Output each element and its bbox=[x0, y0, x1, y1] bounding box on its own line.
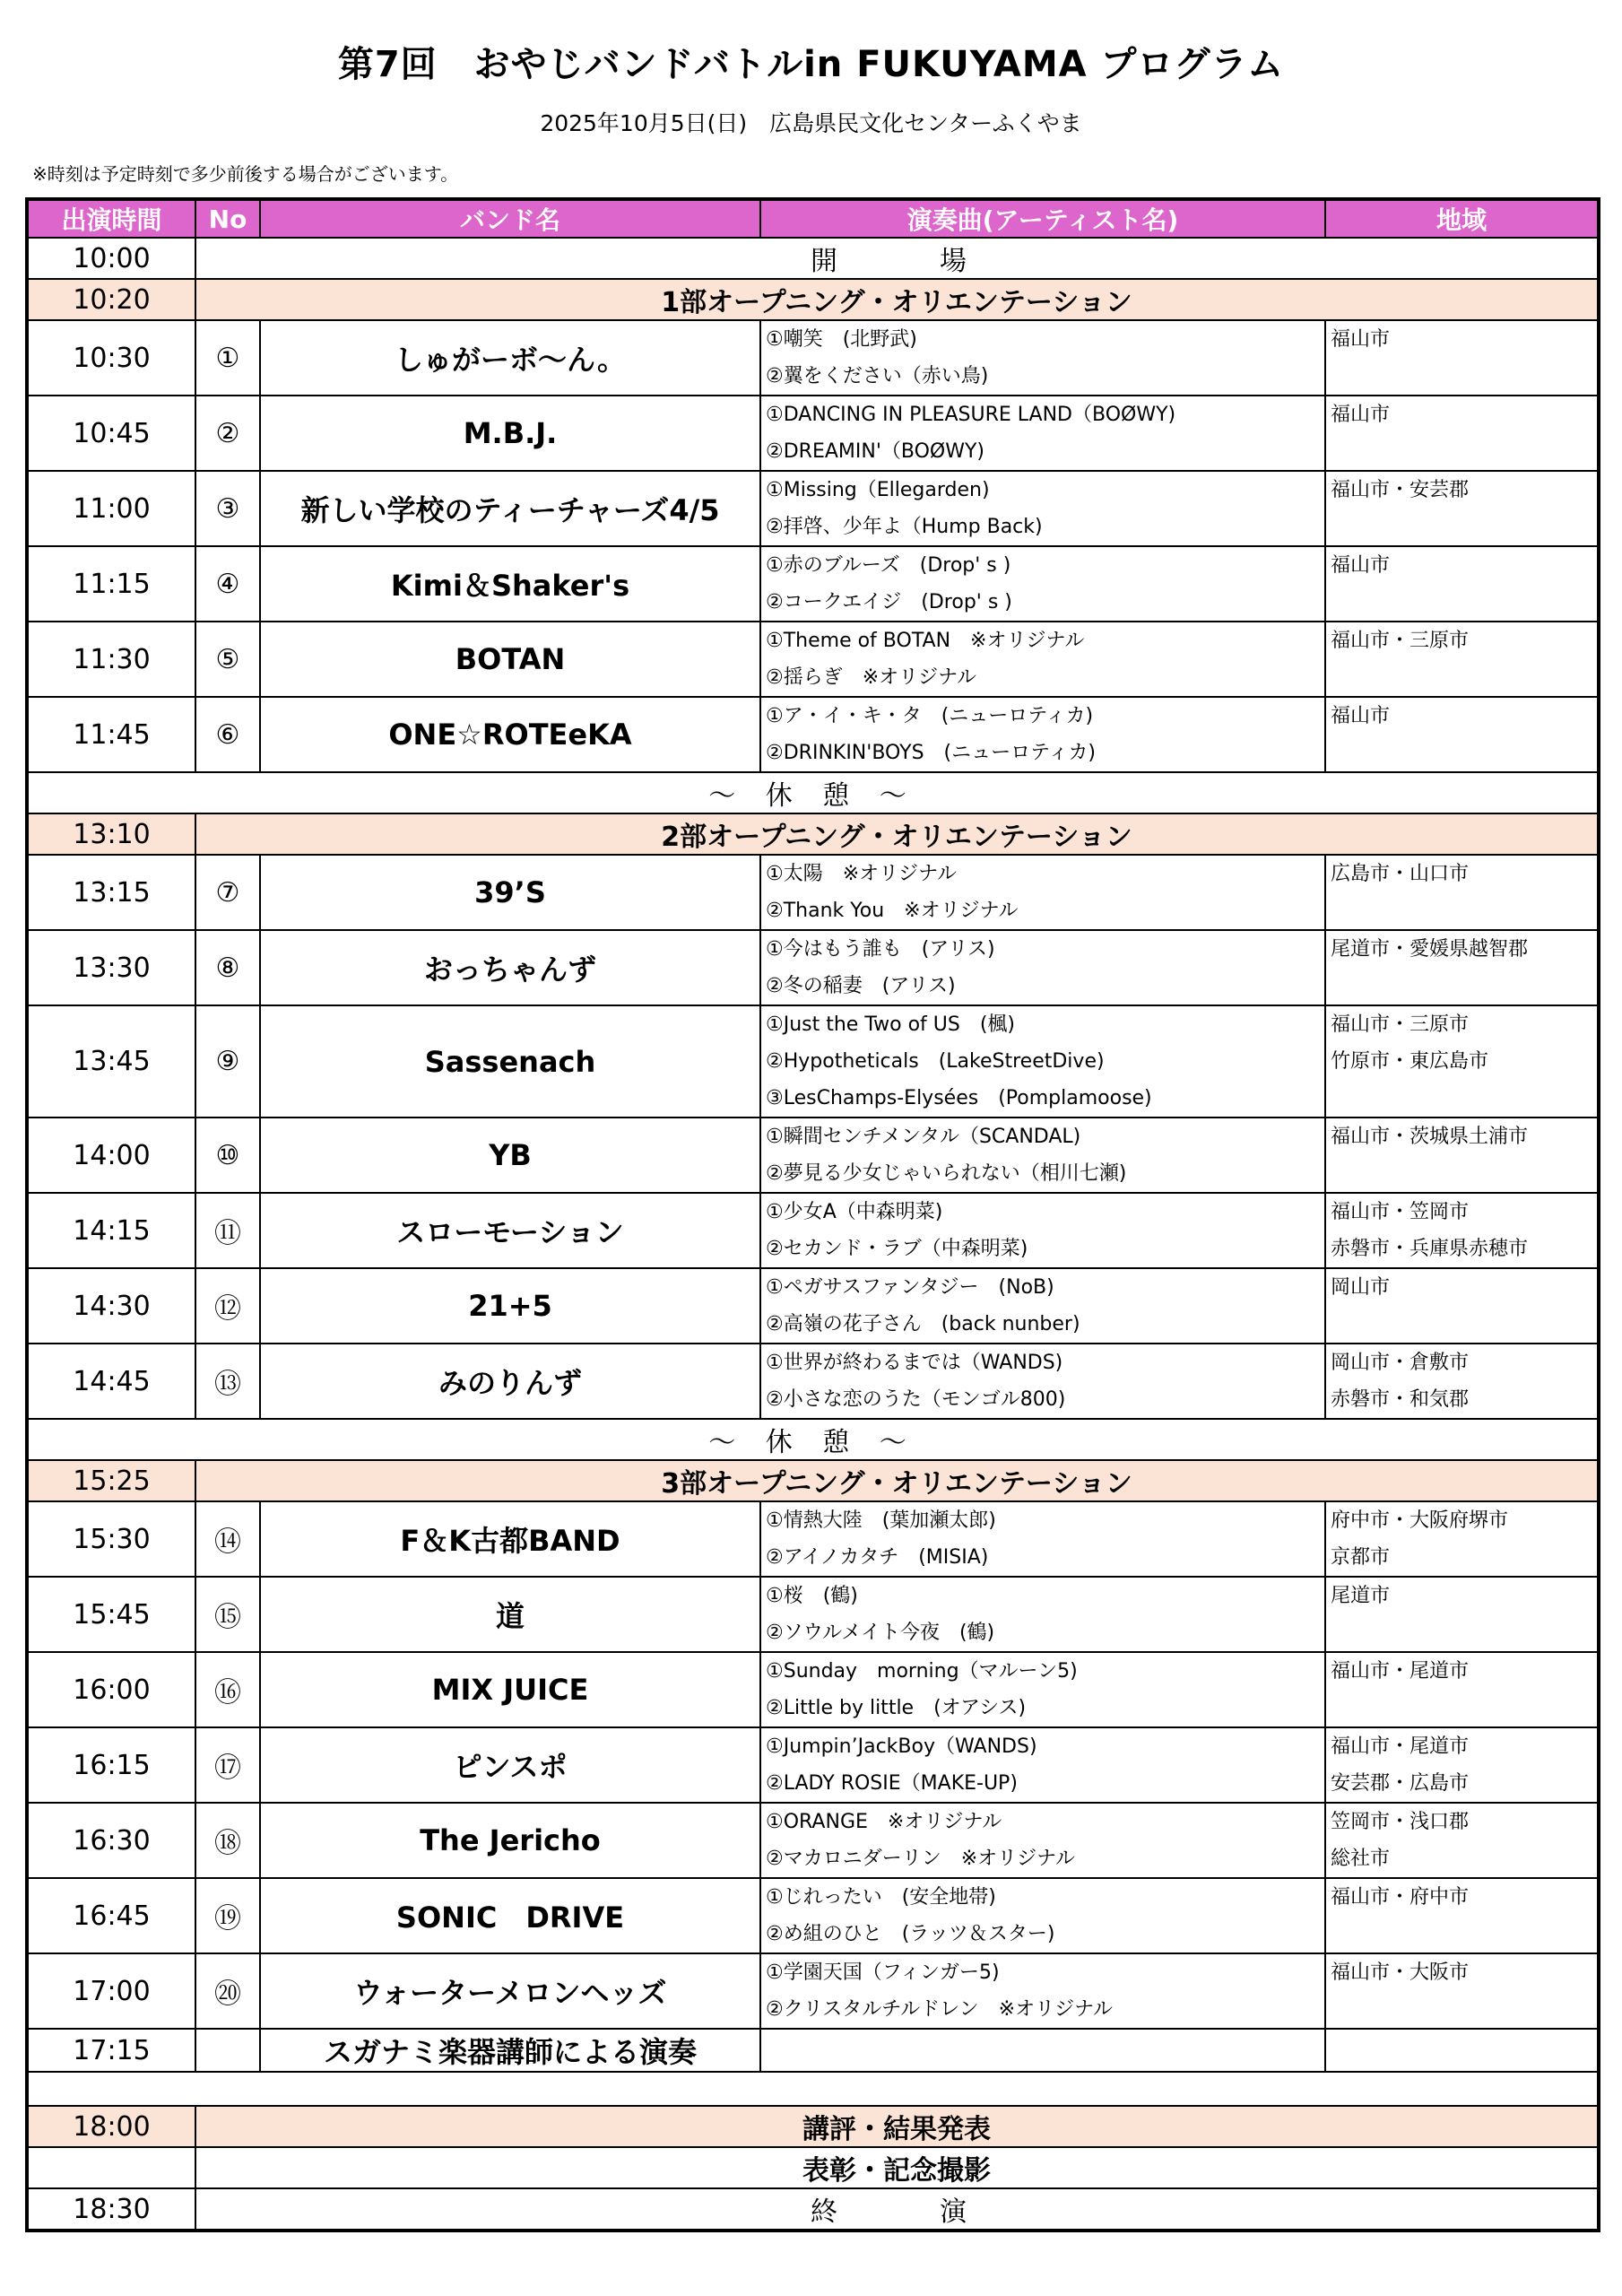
area-list-line: 赤磐市・和気郡 bbox=[1331, 1388, 1470, 1411]
band-name: The Jericho bbox=[260, 1803, 760, 1878]
area-list bbox=[1325, 855, 1599, 930]
start-time: 16:45 bbox=[27, 1878, 195, 1953]
song-list-line: ①少女A（中森明菜) bbox=[766, 1201, 943, 1223]
start-time: 10:00 bbox=[27, 238, 195, 279]
area-list-line: 岡山市 bbox=[1331, 1276, 1391, 1299]
area-list bbox=[1325, 320, 1599, 396]
song-list-line: ②LADY ROSIE（MAKE-UP) bbox=[766, 1772, 1018, 1795]
performance-row bbox=[27, 1878, 1599, 1953]
song-list-line: ②夢見る少女じゃいられない（相川七瀬) bbox=[766, 1162, 1127, 1185]
performance-row bbox=[27, 1501, 1599, 1577]
area-list-line: 笠岡市・浅口郡 bbox=[1331, 1811, 1470, 1833]
performance-row bbox=[27, 396, 1599, 471]
break-label: 〜 休 憩 〜 bbox=[27, 772, 1599, 813]
performance-row bbox=[27, 1005, 1599, 1118]
performance-row bbox=[27, 471, 1599, 546]
start-time bbox=[27, 2147, 195, 2188]
song-list bbox=[760, 471, 1325, 546]
song-list-line: ①ORANGE ※オリジナル bbox=[766, 1811, 1002, 1833]
band-name: F＆K古都BAND bbox=[260, 1501, 760, 1577]
area-list bbox=[1325, 930, 1599, 1005]
area-list bbox=[1325, 546, 1599, 622]
song-list bbox=[760, 546, 1325, 622]
spacer-row bbox=[27, 2072, 1599, 2106]
band-number: ④ bbox=[195, 546, 260, 622]
band-name: YB bbox=[260, 1118, 760, 1193]
band-name: みのりんず bbox=[260, 1344, 760, 1419]
area-list-line: 福山市・三原市 bbox=[1331, 630, 1470, 652]
performance-row bbox=[27, 1118, 1599, 1193]
program-table bbox=[25, 197, 1600, 2232]
start-time: 11:30 bbox=[27, 622, 195, 697]
area-list-line: 福山市・尾道市 bbox=[1331, 1735, 1470, 1758]
song-list bbox=[760, 1803, 1325, 1878]
header-band: バンド名 bbox=[260, 199, 760, 238]
song-list bbox=[760, 1193, 1325, 1268]
song-list bbox=[760, 320, 1325, 396]
performance-row bbox=[27, 1268, 1599, 1344]
area-list-line: 竹原市・東広島市 bbox=[1331, 1050, 1489, 1073]
band-name: ピンスポ bbox=[260, 1727, 760, 1803]
area-list-line: 岡山市・倉敷市 bbox=[1331, 1352, 1470, 1374]
performance-row bbox=[27, 855, 1599, 930]
event-row bbox=[27, 2188, 1599, 2231]
song-list-line: ②DREAMIN'（BOØWY) bbox=[766, 440, 984, 463]
song-list-line: ①ア・イ・キ・タ (ニューロティカ) bbox=[766, 705, 1094, 727]
song-list-line: ②ソウルメイト今夜 (鶴) bbox=[766, 1622, 995, 1644]
band-number: ⑦ bbox=[195, 855, 260, 930]
start-time: 10:30 bbox=[27, 320, 195, 396]
song-list bbox=[760, 1118, 1325, 1193]
start-time: 14:00 bbox=[27, 1118, 195, 1193]
band-number: ⑰ bbox=[195, 1727, 260, 1803]
band-number: ③ bbox=[195, 471, 260, 546]
section-row bbox=[27, 279, 1599, 320]
band-number: ⑯ bbox=[195, 1652, 260, 1727]
band-name: 21+5 bbox=[260, 1268, 760, 1344]
event-label: 終 演 bbox=[195, 2188, 1599, 2231]
song-list-line: ①今はもう誰も (アリス) bbox=[766, 938, 995, 961]
section-title: 2部オープニング・オリエンテーション bbox=[195, 813, 1599, 855]
song-list bbox=[760, 1878, 1325, 1953]
song-list-line: ①Missing（Ellegarden) bbox=[766, 479, 990, 501]
band-number: ⑥ bbox=[195, 697, 260, 772]
special-performance-row bbox=[27, 2029, 1599, 2072]
song-list bbox=[760, 622, 1325, 697]
song-list bbox=[760, 930, 1325, 1005]
song-list-line: ②翼をください（赤い鳥) bbox=[766, 365, 989, 387]
song-list-line: ①Just the Two of US (楓) bbox=[766, 1013, 1016, 1036]
band-name: 新しい学校のティーチャーズ4/5 bbox=[260, 471, 760, 546]
band-name: ONE☆ROTEeKA bbox=[260, 697, 760, 772]
area-list bbox=[1325, 622, 1599, 697]
song-list-line: ①赤のブルーズ (Drop' s ) bbox=[766, 554, 1011, 577]
area-list bbox=[1325, 1005, 1599, 1118]
area-list bbox=[1325, 1577, 1599, 1652]
section-title: 講評・結果発表 bbox=[195, 2106, 1599, 2147]
band-name: BOTAN bbox=[260, 622, 760, 697]
area-list bbox=[1325, 1501, 1599, 1577]
band-number: ⑳ bbox=[195, 1953, 260, 2029]
area-list-line: 福山市・大阪市 bbox=[1331, 1961, 1470, 1984]
page-title: 第7回 おやじバンドバトルin FUKUYAMA プログラム bbox=[337, 44, 1285, 85]
song-list bbox=[760, 1953, 1325, 2029]
area-list bbox=[1325, 697, 1599, 772]
song-list-line: ②Hypotheticals (LakeStreetDive) bbox=[766, 1050, 1105, 1073]
start-time: 11:45 bbox=[27, 697, 195, 772]
area-list-line: 赤磐市・兵庫県赤穂市 bbox=[1331, 1238, 1529, 1260]
band-name: SONIC DRIVE bbox=[260, 1878, 760, 1953]
break-row bbox=[27, 1419, 1599, 1460]
performance-row bbox=[27, 546, 1599, 622]
area-list-line: 福山市・茨城県土浦市 bbox=[1331, 1126, 1529, 1148]
song-list-line: ①情熱大陸 (葉加瀬太郎) bbox=[766, 1509, 996, 1532]
start-time: 15:25 bbox=[27, 1460, 195, 1501]
band-number: ⑩ bbox=[195, 1118, 260, 1193]
area-list bbox=[1325, 1193, 1599, 1268]
band-name: M.B.J. bbox=[260, 396, 760, 471]
song-list-line: ②め組のひと (ラッツ＆スター) bbox=[766, 1923, 1055, 1945]
performance-row bbox=[27, 697, 1599, 772]
area-list-line: 福山市・府中市 bbox=[1331, 1886, 1470, 1909]
section-row bbox=[27, 1460, 1599, 1501]
table-header-row bbox=[27, 199, 1599, 238]
performance-row bbox=[27, 320, 1599, 396]
song-list bbox=[760, 1652, 1325, 1727]
start-time: 11:15 bbox=[27, 546, 195, 622]
area-list bbox=[1325, 1344, 1599, 1419]
band-name: 道 bbox=[260, 1577, 760, 1652]
start-time: 13:45 bbox=[27, 1005, 195, 1118]
band-number: ⑮ bbox=[195, 1577, 260, 1652]
performance-row bbox=[27, 1193, 1599, 1268]
header-time: 出演時間 bbox=[27, 199, 195, 238]
area-list-line: 安芸郡・広島市 bbox=[1331, 1772, 1470, 1795]
performance-row bbox=[27, 1344, 1599, 1419]
area-list-line: 広島市・山口市 bbox=[1331, 863, 1470, 885]
program-body bbox=[27, 238, 1599, 2231]
song-list-line: ②高嶺の花子さん (back nunber) bbox=[766, 1313, 1080, 1335]
area-list bbox=[1325, 396, 1599, 471]
band-name: スガナミ楽器講師による演奏 bbox=[260, 2029, 760, 2072]
area-list-line: 府中市・大阪府堺市 bbox=[1331, 1509, 1509, 1532]
song-list bbox=[760, 697, 1325, 772]
header-no: No bbox=[195, 199, 260, 238]
band-number: ① bbox=[195, 320, 260, 396]
song-list-line: ②DRINKIN'BOYS (ニューロティカ) bbox=[766, 742, 1096, 764]
band-number: ⑤ bbox=[195, 622, 260, 697]
start-time: 11:00 bbox=[27, 471, 195, 546]
header-songs: 演奏曲(アーティスト名) bbox=[760, 199, 1325, 238]
start-time: 16:00 bbox=[27, 1652, 195, 1727]
song-list bbox=[760, 1268, 1325, 1344]
area-list bbox=[1325, 471, 1599, 546]
start-time: 15:45 bbox=[27, 1577, 195, 1652]
break-label: 〜 休 憩 〜 bbox=[27, 1419, 1599, 1460]
song-list-line: ②拝啓、少年よ（Hump Back) bbox=[766, 516, 1043, 538]
song-list-line: ①ペガサスファンタジー (NoB) bbox=[766, 1276, 1054, 1299]
song-list-line: ②セカンド・ラブ（中森明菜) bbox=[766, 1238, 1028, 1260]
area-list-line: 福山市 bbox=[1331, 328, 1391, 351]
start-time: 17:15 bbox=[27, 2029, 195, 2072]
song-list bbox=[760, 1727, 1325, 1803]
start-time: 16:15 bbox=[27, 1727, 195, 1803]
performance-row bbox=[27, 930, 1599, 1005]
area-list bbox=[1325, 1727, 1599, 1803]
band-number: ② bbox=[195, 396, 260, 471]
band-name: Kimi＆Shaker's bbox=[260, 546, 760, 622]
start-time: 18:30 bbox=[27, 2188, 195, 2231]
band-name: ウォーターメロンヘッズ bbox=[260, 1953, 760, 2029]
start-time: 10:20 bbox=[27, 279, 195, 320]
song-list-line: ①Theme of BOTAN ※オリジナル bbox=[766, 630, 1085, 652]
song-list bbox=[760, 1344, 1325, 1419]
start-time: 13:15 bbox=[27, 855, 195, 930]
band-number: ⑫ bbox=[195, 1268, 260, 1344]
performance-row bbox=[27, 1803, 1599, 1878]
area-list-line: 福山市 bbox=[1331, 404, 1391, 426]
area-list bbox=[1325, 1878, 1599, 1953]
schedule-note: ※時刻は予定時刻で多少前後する場合がございます。 bbox=[32, 163, 459, 185]
area-list-line: 福山市・安芸郡 bbox=[1331, 479, 1470, 501]
band-number: ⑭ bbox=[195, 1501, 260, 1577]
area-list-line: 京都市 bbox=[1331, 1546, 1391, 1569]
band-number: ⑪ bbox=[195, 1193, 260, 1268]
area-list-line: 福山市 bbox=[1331, 705, 1391, 727]
start-time: 16:30 bbox=[27, 1803, 195, 1878]
band-number: ⑬ bbox=[195, 1344, 260, 1419]
area-list-line: 福山市 bbox=[1331, 554, 1391, 577]
band-number: ⑱ bbox=[195, 1803, 260, 1878]
performance-row bbox=[27, 1652, 1599, 1727]
band-number bbox=[195, 2029, 260, 2072]
song-list-line: ①嘲笑 (北野武) bbox=[766, 328, 917, 351]
area-list-line: 尾道市・愛媛県越智郡 bbox=[1331, 938, 1529, 961]
area-list bbox=[1325, 1118, 1599, 1193]
area-list bbox=[1325, 1652, 1599, 1727]
band-name: しゅがーボ〜ん。 bbox=[260, 320, 760, 396]
song-list-line: ②冬の稲妻 (アリス) bbox=[766, 975, 956, 997]
section-row bbox=[27, 813, 1599, 855]
start-time: 13:10 bbox=[27, 813, 195, 855]
song-list-line: ①DANCING IN PLEASURE LAND（BOØWY) bbox=[766, 404, 1176, 426]
start-time: 14:45 bbox=[27, 1344, 195, 1419]
song-list-line: ③LesChamps-Elysées (Pomplamoose) bbox=[766, 1087, 1152, 1109]
song-list-line: ①じれったい (安全地帯) bbox=[766, 1886, 996, 1909]
area-list-line: 総社市 bbox=[1331, 1848, 1391, 1870]
event-row bbox=[27, 2147, 1599, 2188]
break-row bbox=[27, 772, 1599, 813]
spacer-cell bbox=[27, 2072, 1599, 2106]
area-list-line: 福山市・尾道市 bbox=[1331, 1660, 1470, 1683]
band-name: 39’S bbox=[260, 855, 760, 930]
event-label: 開 場 bbox=[195, 238, 1599, 279]
song-list-line: ②マカロニダーリン ※オリジナル bbox=[766, 1848, 1076, 1870]
song-list bbox=[760, 1005, 1325, 1118]
start-time: 15:30 bbox=[27, 1501, 195, 1577]
band-name: Sassenach bbox=[260, 1005, 760, 1118]
band-name: MIX JUICE bbox=[260, 1652, 760, 1727]
section-row bbox=[27, 2106, 1599, 2147]
song-list bbox=[760, 396, 1325, 471]
area-list-line: 尾道市 bbox=[1331, 1585, 1391, 1607]
song-list-line: ①Jumpin’JackBoy（WANDS) bbox=[766, 1735, 1037, 1758]
song-list-line: ②Little by little (オアシス) bbox=[766, 1697, 1027, 1719]
band-name: スローモーション bbox=[260, 1193, 760, 1268]
event-row bbox=[27, 238, 1599, 279]
section-title: 3部オープニング・オリエンテーション bbox=[195, 1460, 1599, 1501]
area-list bbox=[1325, 1803, 1599, 1878]
song-list bbox=[760, 855, 1325, 930]
song-list-line: ②クリスタルチルドレン ※オリジナル bbox=[766, 1998, 1113, 2021]
song-list-line: ①世界が終わるまでは（WANDS) bbox=[766, 1352, 1063, 1374]
start-time: 14:30 bbox=[27, 1268, 195, 1344]
area-list bbox=[1325, 2029, 1599, 2072]
area-list bbox=[1325, 1953, 1599, 2029]
performance-row bbox=[27, 1727, 1599, 1803]
song-list-line: ①Sunday morning（マルーン5) bbox=[766, 1660, 1078, 1683]
area-list-line: 福山市・三原市 bbox=[1331, 1013, 1470, 1036]
song-list bbox=[760, 2029, 1325, 2072]
section-title: 1部オープニング・オリエンテーション bbox=[195, 279, 1599, 320]
song-list-line: ②アイノカタチ (MISIA) bbox=[766, 1546, 989, 1569]
song-list-line: ②コークエイジ (Drop' s ) bbox=[766, 591, 1012, 613]
song-list-line: ①太陽 ※オリジナル bbox=[766, 863, 958, 885]
song-list-line: ①桜 (鶴) bbox=[766, 1585, 858, 1607]
event-label: 表彰・記念撮影 bbox=[195, 2147, 1599, 2188]
start-time: 14:15 bbox=[27, 1193, 195, 1268]
band-number: ⑲ bbox=[195, 1878, 260, 1953]
event-date-venue: 2025年10月5日(日) 広島県民文化センターふくやま bbox=[540, 110, 1082, 136]
song-list-line: ②Thank You ※オリジナル bbox=[766, 900, 1019, 922]
start-time: 18:00 bbox=[27, 2106, 195, 2147]
start-time: 17:00 bbox=[27, 1953, 195, 2029]
start-time: 10:45 bbox=[27, 396, 195, 471]
song-list-line: ②揺らぎ ※オリジナル bbox=[766, 666, 977, 689]
performance-row bbox=[27, 1577, 1599, 1652]
band-number: ⑨ bbox=[195, 1005, 260, 1118]
performance-row bbox=[27, 1953, 1599, 2029]
song-list bbox=[760, 1501, 1325, 1577]
performance-row bbox=[27, 622, 1599, 697]
band-number: ⑧ bbox=[195, 930, 260, 1005]
band-name: おっちゃんず bbox=[260, 930, 760, 1005]
song-list-line: ②小さな恋のうた（モンゴル800) bbox=[766, 1388, 1066, 1411]
start-time: 13:30 bbox=[27, 930, 195, 1005]
song-list bbox=[760, 1577, 1325, 1652]
song-list-line: ①学園天国（フィンガー5) bbox=[766, 1961, 1000, 1984]
header-area: 地域 bbox=[1325, 199, 1599, 238]
area-list-line: 福山市・笠岡市 bbox=[1331, 1201, 1470, 1223]
song-list-line: ①瞬間センチメンタル（SCANDAL) bbox=[766, 1126, 1081, 1148]
area-list bbox=[1325, 1268, 1599, 1344]
